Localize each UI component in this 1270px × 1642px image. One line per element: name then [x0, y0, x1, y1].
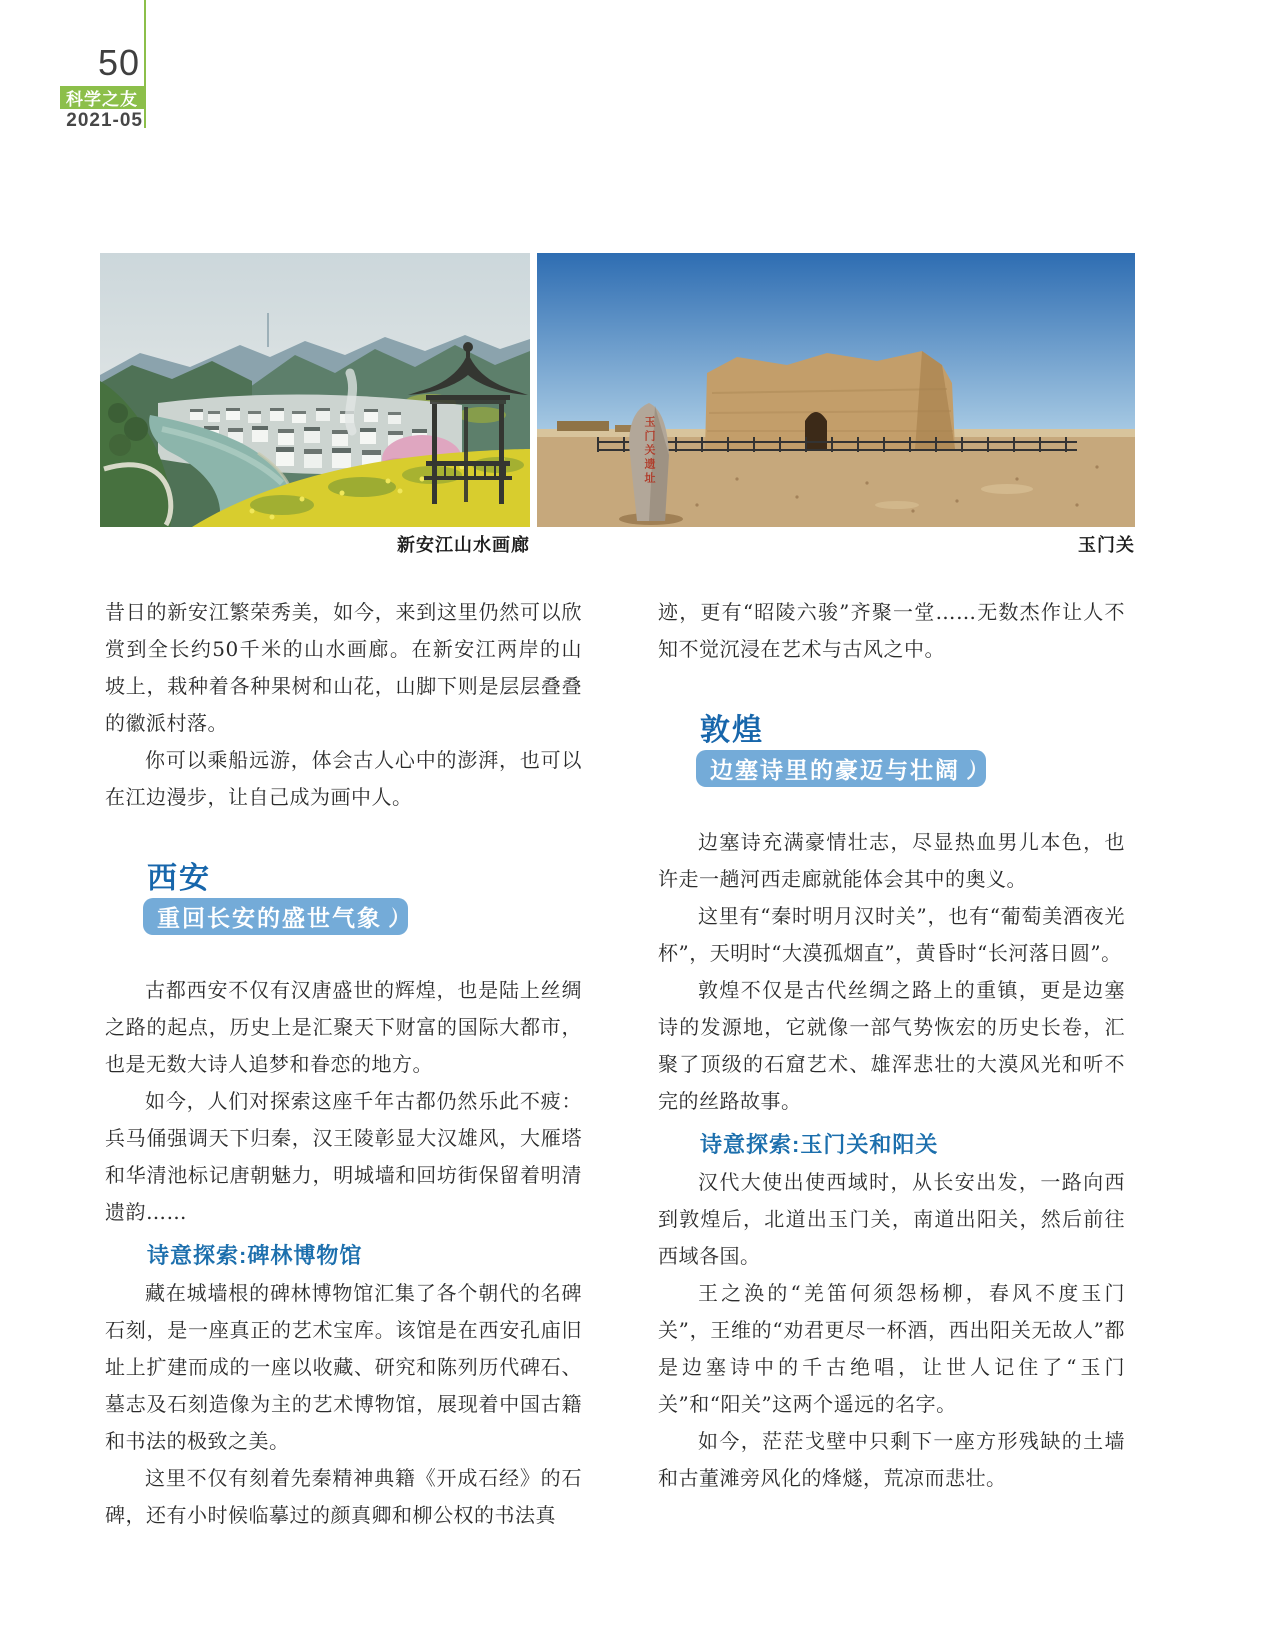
photo-xinanjiang: [100, 253, 530, 527]
body-paragraph: 这里有“秦时明月汉时关”，也有“葡萄美酒夜光杯”，天明时“大漠孤烟直”，黄昏时“长河落日圆”。: [658, 904, 1125, 965]
body-paragraph: 昔日的新安江繁荣秀美，如今，来到这里仍然可以欣赏到全长约50千米的山水画廊。在新安江两岸的山坡上，栽种着各种果树和山花，山脚下则是层层叠叠的徽派村落。: [105, 600, 582, 735]
body-paragraph: 藏在城墙根的碑林博物馆汇集了各个朝代的名碑石刻，是一座真正的艺术宝库。该馆是在西安孔庙旧址上扩建而成的一座以收藏、研究和陈列历代碑石、墓志及石刻造像为主的艺术博物馆，展现着中国古籍和书法的极致之美。: [105, 1281, 582, 1453]
body-paragraph: 如今，人们对探索这座千年古都仍然乐此不疲：兵马俑强调天下归秦，汉王陵彰显大汉雄风，大雁塔和华清池标记唐朝魅力，明城墙和回坊街保留着明清遗韵……: [105, 1089, 582, 1224]
section-banner-dunhuang: [696, 750, 986, 787]
folio-divider: [144, 0, 146, 128]
right-column: [658, 594, 1125, 1497]
xinanjiang-photo-illustration: [100, 253, 530, 527]
subheader-beilin-museum: 诗意探索:碑林博物馆: [147, 1243, 363, 1268]
body-paragraph: 这里不仅有刻着先秦精神典籍《开成石经》的石碑，还有小时候临摹过的颜真卿和柳公权的书法真: [105, 1466, 582, 1527]
section-title-xian: 西安: [147, 862, 211, 895]
section-title-dunhuang: 敦煌: [700, 714, 764, 747]
body-paragraph: 你可以乘船远游，体会古人心中的澎湃，也可以在江边漫步，让自己成为画中人。: [105, 748, 582, 809]
banner-curl-icon: [964, 757, 978, 781]
section-banner-xian: [143, 898, 408, 935]
left-column: [105, 594, 582, 1534]
yumen-pass-photo-illustration: [537, 253, 1135, 527]
body-paragraph: 汉代大使出使西域时，从长安出发，一路向西到敦煌后，北道出玉门关，南道出阳关，然后前往西域各国。: [658, 1170, 1125, 1268]
photo-caption-left: 新安江山水画廊: [397, 535, 530, 555]
stone-inscription: 玉门关遗址: [643, 416, 655, 486]
body-paragraph: 迹，更有“昭陵六骏”齐聚一堂……无数杰作让人不知不觉沉浸在艺术与古风之中。: [658, 600, 1125, 661]
photo-caption-right: 玉门关: [1078, 535, 1135, 555]
banner-curl-icon: [386, 905, 400, 929]
section-banner-label: 重回长安的盛世气象: [157, 905, 382, 931]
section-banner-label: 边塞诗里的豪迈与壮阔: [710, 757, 960, 783]
body-paragraph: 敦煌不仅是古代丝绸之路上的重镇，更是边塞诗的发源地，它就像一部气势恢宏的历史长卷，汇聚了顶级的石窟艺术、雄浑悲壮的大漠风光和听不完的丝路故事。: [658, 978, 1125, 1113]
magazine-name-badge: 科学之友: [60, 86, 144, 109]
photo-yumen-pass: [537, 253, 1135, 527]
subheader-yumen-yangguan: 诗意探索:玉门关和阳关: [700, 1132, 939, 1157]
page-number: 50: [97, 42, 140, 83]
issue-date: 2021-05: [66, 110, 143, 131]
body-paragraph: 边塞诗充满豪情壮志，尽显热血男儿本色，也许走一趟河西走廊就能体会其中的奥义。: [658, 830, 1125, 891]
body-paragraph: 王之涣的“羌笛何须怨杨柳，春风不度玉门关”，王维的“劝君更尽一杯酒，西出阳关无故人”都是边塞诗中的千古绝唱，让世人记住了“玉门关”和“阳关”这两个遥远的名字。: [658, 1281, 1125, 1416]
body-paragraph: 古都西安不仅有汉唐盛世的辉煌，也是陆上丝绸之路的起点，历史上是汇聚天下财富的国际大都市，也是无数大诗人追梦和眷恋的地方。: [105, 978, 582, 1076]
body-paragraph: 如今，茫茫戈壁中只剩下一座方形残缺的土墙和古董滩旁风化的烽燧，荒凉而悲壮。: [658, 1429, 1125, 1490]
